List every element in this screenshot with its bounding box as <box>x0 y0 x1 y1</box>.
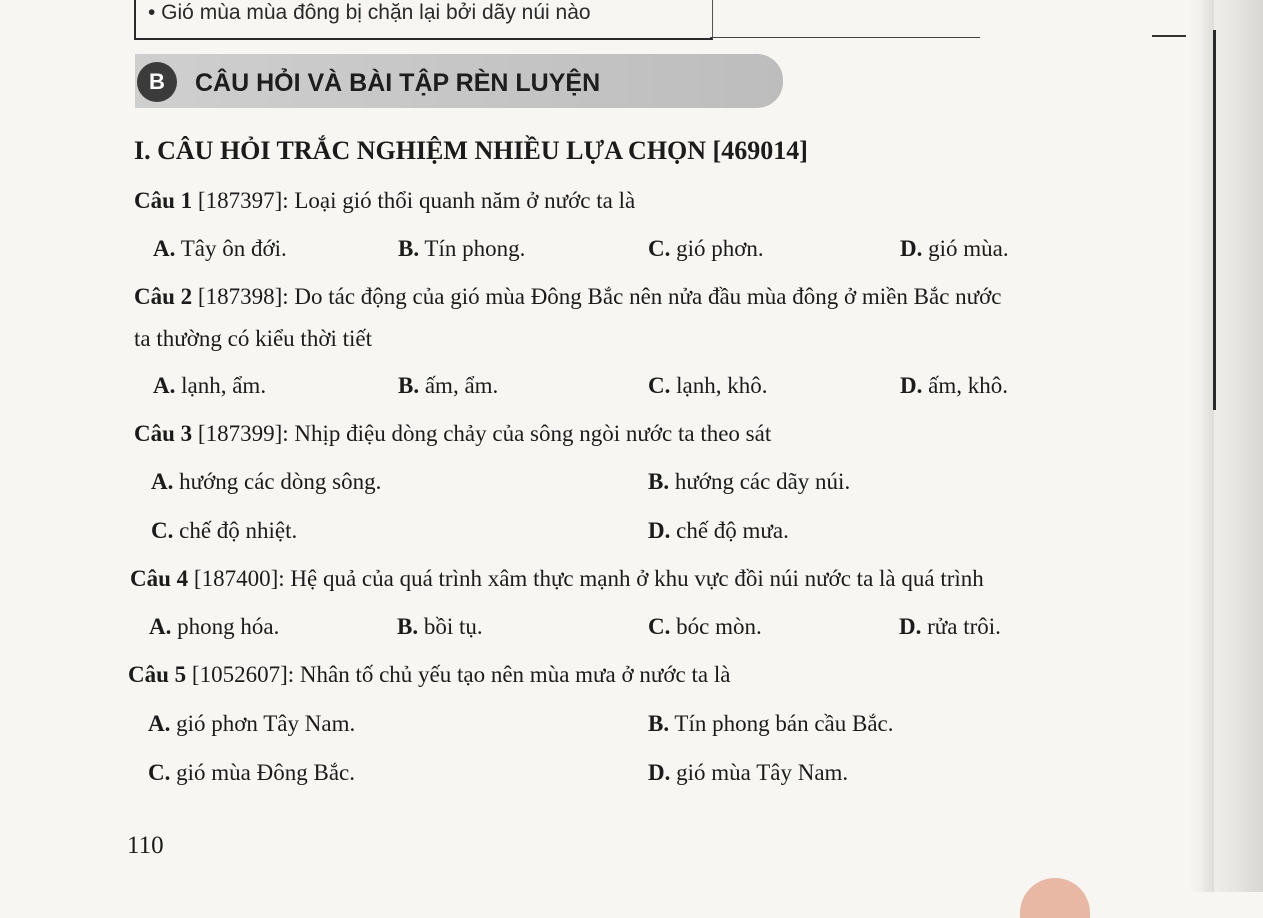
question-code: [1052607]: <box>186 662 300 687</box>
section-title: CÂU HỎI VÀ BÀI TẬP RÈN LUYỆN <box>195 69 601 97</box>
question-5 <box>128 660 730 690</box>
option-text: bồi tụ. <box>418 614 483 639</box>
option-a <box>153 371 266 401</box>
option-text: gió mùa Đông Bắc. <box>170 760 355 785</box>
option-text: Tín phong. <box>419 236 526 261</box>
option-text: lạnh, khô. <box>670 373 768 398</box>
option-text: ấm, khô. <box>922 373 1008 398</box>
option-letter: D. <box>648 518 671 543</box>
option-a <box>149 612 279 642</box>
option-letter: C. <box>648 614 671 639</box>
question-2-continuation: ta thường có kiểu thời tiết <box>134 326 372 351</box>
option-a <box>153 234 287 264</box>
question-code: [187397]: <box>192 188 295 213</box>
option-text: lạnh, ẩm. <box>175 373 267 398</box>
question-code: [187399]: <box>192 421 295 446</box>
option-letter: B. <box>398 373 420 398</box>
option-text: gió phơn. <box>670 236 764 261</box>
option-b <box>397 612 483 642</box>
page-number: 110 <box>127 832 164 859</box>
question-text: Loại gió thổi quanh năm ở nước ta là <box>294 188 636 213</box>
option-c <box>648 612 762 642</box>
page-fold-shadow <box>1188 0 1214 892</box>
question-label: Câu 2 <box>134 284 193 309</box>
question-1 <box>134 186 635 216</box>
option-letter: B. <box>648 469 670 494</box>
option-letter: A. <box>148 711 171 736</box>
option-letter: A. <box>151 469 174 494</box>
option-c <box>648 371 767 401</box>
section-letter-badge: B <box>137 62 177 102</box>
question-text: Nhịp điệu dòng chảy của sông ngòi nước ta theo sát <box>294 421 772 446</box>
option-d <box>900 234 1009 264</box>
question-3 <box>134 419 771 449</box>
question-text: Hệ quả của quá trình xâm thực mạnh ở khu vực đồi núi nước ta là quá trình <box>290 566 984 591</box>
option-letter: B. <box>648 711 670 736</box>
option-text: chế độ nhiệt. <box>173 518 298 543</box>
option-c <box>148 758 355 788</box>
question-code: [187400]: <box>188 566 291 591</box>
option-text: ấm, ẩm. <box>419 373 499 398</box>
question-label: Câu 5 <box>128 662 187 687</box>
part-title: I. CÂU HỎI TRẮC NGHIỆM NHIỀU LỰA CHỌN [469014] <box>134 136 808 165</box>
option-letter: D. <box>899 614 922 639</box>
option-text: rửa trôi. <box>921 614 1001 639</box>
option-letter: A. <box>153 236 176 261</box>
question-code: [187398]: <box>192 284 295 309</box>
option-c <box>151 516 297 546</box>
option-text: phong hóa. <box>171 614 280 639</box>
option-b <box>648 467 850 497</box>
page-fold-line <box>1213 30 1216 410</box>
option-letter: B. <box>397 614 419 639</box>
question-4 <box>130 564 984 594</box>
previous-table-dash <box>1152 35 1186 37</box>
finger-thumb <box>1020 878 1090 918</box>
option-letter: A. <box>149 614 172 639</box>
option-text: gió mùa Tây Nam. <box>670 760 849 785</box>
option-letter: D. <box>900 373 923 398</box>
question-label: Câu 1 <box>134 188 193 213</box>
question-text: Nhân tố chủ yếu tạo nên mùa mưa ở nước ta là <box>299 662 731 687</box>
previous-table-rule <box>710 37 980 38</box>
option-text: hướng các dãy núi. <box>669 469 851 494</box>
option-b <box>398 234 525 264</box>
option-d <box>899 612 1001 642</box>
option-text: Tín phong bán cầu Bắc. <box>669 711 894 736</box>
option-text: Tây ôn đới. <box>175 236 287 261</box>
option-d <box>648 758 848 788</box>
option-letter: A. <box>153 373 176 398</box>
option-c <box>648 234 764 264</box>
option-text: chế độ mưa. <box>670 518 789 543</box>
option-d <box>648 516 789 546</box>
option-b <box>648 709 894 739</box>
question-label: Câu 3 <box>134 421 193 446</box>
option-text: gió mùa. <box>922 236 1009 261</box>
option-letter: B. <box>398 236 420 261</box>
question-text: Do tác động của gió mùa Đông Bắc nên nửa đầu mùa đông ở miền Bắc nước <box>294 284 1002 309</box>
question-label: Câu 4 <box>130 566 189 591</box>
option-letter: C. <box>151 518 174 543</box>
option-a <box>151 467 381 497</box>
option-letter: D. <box>900 236 923 261</box>
option-a <box>148 709 355 739</box>
option-d <box>900 371 1008 401</box>
option-letter: D. <box>648 760 671 785</box>
question-2 <box>134 282 1002 312</box>
option-text: hướng các dòng sông. <box>173 469 382 494</box>
option-letter: C. <box>648 373 671 398</box>
option-text: gió phơn Tây Nam. <box>170 711 356 736</box>
option-letter: C. <box>148 760 171 785</box>
option-text: bóc mòn. <box>670 614 762 639</box>
option-letter: C. <box>648 236 671 261</box>
previous-table-last-line: • Gió mùa mùa đông bị chặn lại bởi dãy núi nào <box>148 1 591 24</box>
option-b <box>398 371 498 401</box>
